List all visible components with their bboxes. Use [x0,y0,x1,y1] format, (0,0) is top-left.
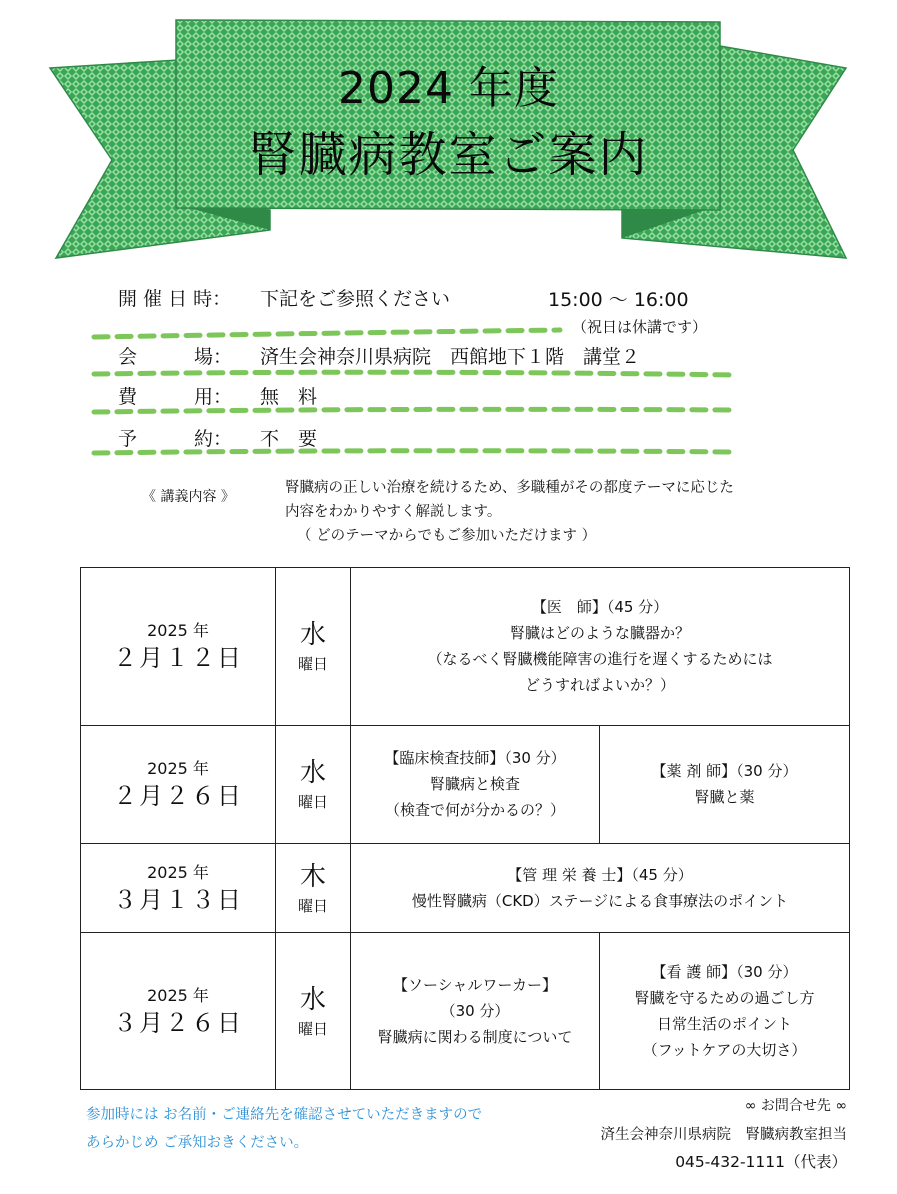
session-line: 腎臓病に関わる制度について [377,1027,573,1046]
session-line: （フットケアの大切さ） [642,1040,807,1059]
note-line: 参加時には お名前・ご連絡先を確認させていただきますので [86,1107,483,1123]
session-cell [351,844,850,933]
session-line: 日常生活のポイント [657,1014,793,1033]
session-title: 【医 師】（45 分） [531,598,669,617]
session-cell [600,932,850,1090]
youbi: 曜日 [297,655,328,674]
table-row [81,568,850,726]
date-label: 開 催 日 時： [118,288,232,310]
schedule-table [80,567,850,1090]
weekday-cell [276,844,351,933]
youbi: 曜日 [297,896,328,915]
date: ３月２６日 [113,1008,243,1037]
session-title: 【ソーシャルワーカー】 [392,975,558,994]
session-cell [351,568,850,726]
session-cell [351,932,600,1090]
year: 2025 年 [147,862,209,882]
weekday: 木 [299,861,326,892]
session-line: どうすればよいか？） [525,676,676,695]
session-line: 腎臓と薬 [694,788,755,807]
reservation-value: 不 要 [260,428,318,450]
session-line: 腎臓病と検査 [429,775,520,794]
session-title: 【管 理 栄 養 士】（45 分） [507,865,693,884]
weekday-cell [276,568,351,726]
date-value: 下記をご参照ください [260,288,451,310]
weekday: 水 [299,758,326,789]
session-title: 【看 護 師】（30 分） [651,962,798,981]
date-cell [81,568,276,726]
contact-phone: 045-432-1111（代表） [675,1153,847,1171]
session-line: （検査で何が分かるの？） [384,801,565,820]
session-cell [351,725,600,844]
table-row [81,844,850,933]
note-line: あらかじめ ご承知おきください。 [86,1135,309,1151]
date: ２月１２日 [113,644,243,673]
year: 2025 年 [147,985,209,1005]
contact-org: 済生会神奈川県病院 腎臓病教室担当 [600,1127,847,1143]
lecture-description [285,476,734,548]
session-title: 【臨床検査技師】（30 分） [384,749,566,768]
page-title: 腎臓病教室ご案内 [248,127,649,183]
year: 2025 年 [147,621,209,641]
youbi: 曜日 [297,793,328,812]
table-row [81,932,850,1090]
date-cell [81,844,276,933]
date-cell [81,725,276,844]
session-line: 腎臓を守るための過ごし方 [634,988,815,1007]
session-title: 【薬 剤 師】（30 分） [651,762,798,781]
date: ２月２６日 [113,782,243,811]
weekday-cell [276,725,351,844]
time-range: 15:00 ～ 16:00 [548,289,689,311]
youbi: 曜日 [297,1019,328,1038]
info-reservation-row [118,424,317,451]
session-line: （なるべく腎臓機能障害の進行を遅くするためには [427,650,773,669]
reservation-label: 予 約： [118,428,233,450]
cost-label: 費 用： [118,386,233,408]
contact-label: ∞ お問合せ先 ∞ [744,1098,847,1114]
weekday: 水 [299,984,326,1015]
weekday-cell [276,932,351,1090]
year: 2025 年 [147,759,209,779]
lecture-desc-line: 腎臓病の正しい治療を続けるため、多職種がその都度テーマに応じた [285,480,734,496]
venue-value: 済生会神奈川県病院 西館地下１階 講堂２ [260,346,641,368]
participation-note [86,1101,482,1157]
cost-value: 無 料 [260,386,318,408]
lecture-desc-line: 内容をわかりやすく解説します。 [285,504,502,520]
date-cell [81,932,276,1090]
lecture-desc-line: （ どのテーマからでもご参加いただけます ） [297,528,597,544]
table-row [81,725,850,844]
info-venue-row [118,342,640,369]
title-year: 2024 年度 [338,63,559,114]
info-cost-row [118,382,317,409]
holiday-note: （祝日は休講です） [572,318,708,336]
weekday: 水 [299,620,326,651]
venue-label: 会 場： [118,346,233,368]
session-cell [600,725,850,844]
session-line: （30 分） [440,1001,510,1020]
session-line: 慢性腎臓病（CKD）ステージによる食事療法のポイント [411,891,789,910]
date: ３月１３日 [113,885,243,914]
lecture-label: 《 講義内容 》 [142,489,235,505]
session-line: 腎臓はどのような臓器か？ [510,624,691,643]
